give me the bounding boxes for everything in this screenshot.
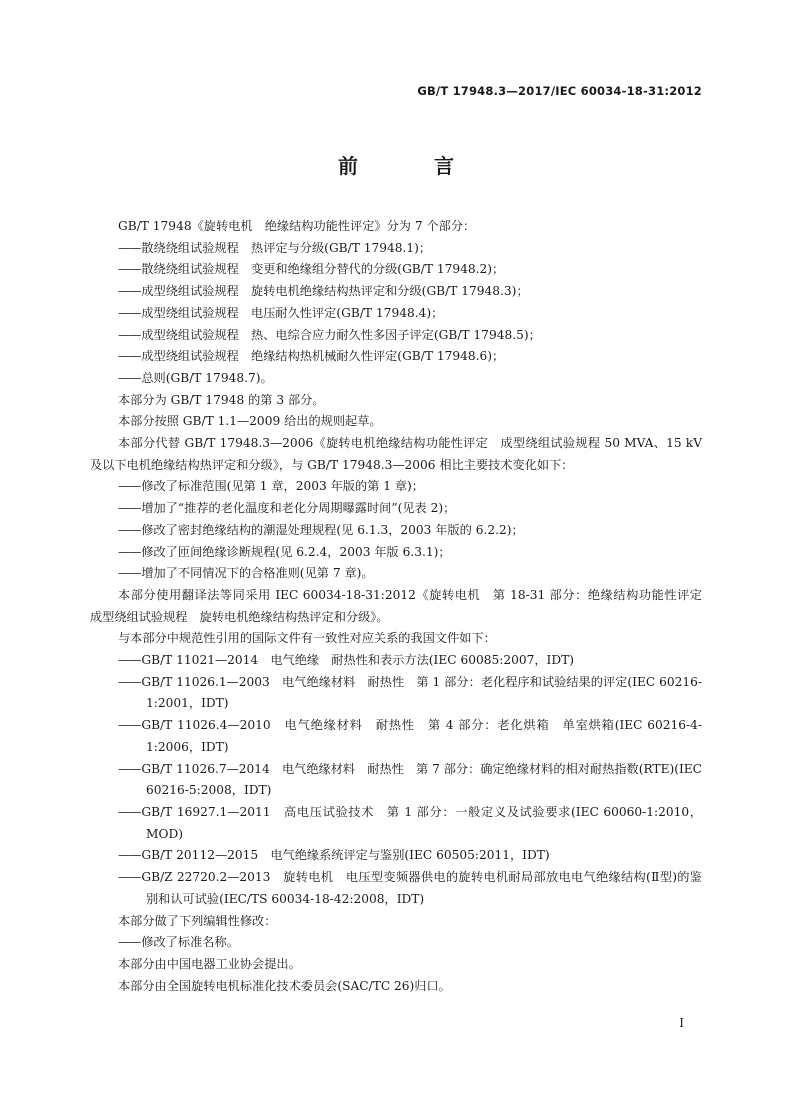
part-list-item: —— 散绕绕组试验规程 变更和绝缘组分替代的分级(GB/T 17948.2)； [90,259,702,281]
reference-list-item: —— GB/T 16927.1—2011 高电压试验技术 第 1 部分：一般定义及试验要求(IEC 60060-1:2010，MOD) [90,802,702,845]
part-list-item: —— 成型绕组试验规程 电压耐久性评定(GB/T 17948.4)； [90,303,702,325]
reference-list-item: —— GB/Z 22720.2—2013 旋转电机 电压型变频器供电的旋转电机耐局部放电电气绝缘结构(Ⅱ型)的鉴别和认可试验(IEC/TS 60034-18-42:2008，IDT) [90,867,702,910]
adoption-statement: 本部分使用翻译法等同采用 IEC 60034-18-31:2012《旋转电机 第 18-31 部分：绝缘结构功能性评定 成型绕组试验规程 旋转电机绝缘结构热评定和分级》。 [90,587,715,624]
part-statement: 本部分为 GB/T 17948 的第 3 部分。 [118,392,325,407]
reference-list-item: —— GB/T 11026.1—2003 电气绝缘材料 耐热性 第 1 部分：老化程序和试验结果的评定(IEC 60216-1:2001，IDT) [90,672,702,715]
change-list-item: —— 修改了匝间绝缘诊断规程(见 6.2.4，2003 年版 6.3.1)； [90,542,702,564]
part-list-item: —— 散绕绕组试验规程 热评定与分级(GB/T 17948.1)； [90,238,702,260]
change-list-item: —— 修改了标准范围(见第 1 章，2003 年版的第 1 章)； [90,476,702,498]
page-title: 前 言 [338,154,482,178]
editorial-intro: 本部分做了下列编辑性修改： [118,913,277,928]
page-number: I [679,1016,684,1030]
change-list-item: —— 增加了“推荐的老化温度和老化分周期曝露时间”(见表 2)； [90,498,702,520]
proposer-statement: 本部分由中国电器工业协会提出。 [118,956,301,971]
intro-paragraph: GB/T 17948《旋转电机 绝缘结构功能性评定》分为 7 个部分： [118,219,476,233]
editorial-list-item: —— 修改了标准名称。 [90,932,702,954]
change-list-item: —— 增加了不同情况下的合格准则(见第 7 章)。 [90,563,702,585]
document-number-header: GB/T 17948.3—2017/IEC 60034-18-31:2012 [417,84,702,98]
part-list-item: —— 成型绕组试验规程 旋转电机绝缘结构热评定和分级(GB/T 17948.3)； [90,281,702,303]
part-list-item: —— 成型绕组试验规程 绝缘结构热机械耐久性评定(GB/T 17948.6)； [90,346,702,368]
replacement-statement: 本部分代替 GB/T 17948.3—2006《旋转电机绝缘结构功能性评定 成型绕组试验规程 50 MVA、15 kV 及以下电机绝缘结构热评定和分级》，与 GB/T 17948.3—2006 相比主要技术变化如下： [90,436,702,472]
part-list-item: —— 成型绕组试验规程 热、电综合应力耐久性多因子评定(GB/T 17948.5)； [90,325,702,347]
committee-statement: 本部分由全国旋转电机标准化技术委员会(SAC/TC 26)归口。 [118,978,451,993]
reference-list-item: —— GB/T 11021—2014 电气绝缘 耐热性和表示方法(IEC 60085:2007，IDT) [90,650,702,672]
change-list-item: —— 修改了密封绝缘结构的潮湿处理规程(见 6.1.3，2003 年版的 6.2.2)； [90,520,702,542]
reference-list-item: —— GB/T 11026.7—2014 电气绝缘材料 耐热性 第 7 部分：确定绝缘材料的相对耐热指数(RTE)(IEC 60216-5:2008，IDT) [90,759,702,802]
reference-list-item: —— GB/T 20112—2015 电气绝缘系统评定与鉴别(IEC 60505:2011，IDT) [90,845,702,867]
reference-list-item: —— GB/T 11026.4—2010 电气绝缘材料 耐热性 第 4 部分：老化烘箱 单室烘箱(IEC 60216-4-1:2006，IDT) [90,715,702,758]
foreword-body [90,216,715,997]
reference-intro: 与本部分中规范性引用的国际文件有一致性对应关系的我国文件如下： [118,631,496,646]
drafting-rule-statement: 本部分按照 GB/T 1.1—2009 给出的规则起草。 [118,414,382,429]
part-list-item: —— 总则(GB/T 17948.7)。 [90,368,702,390]
